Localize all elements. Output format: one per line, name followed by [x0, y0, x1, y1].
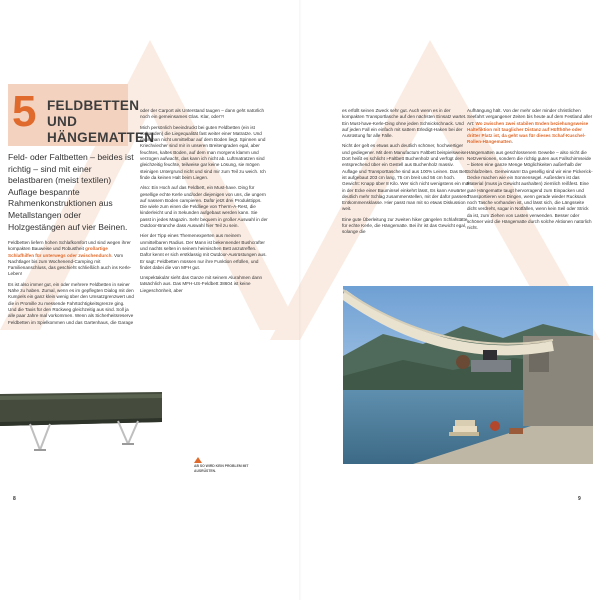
paragraph: Eine gute Überleitung zur zweiten hiker gängelen Schlafstätte für echte Kerle, die Hängematte. Bei ihr ist das Gewicht egal, solange die [342, 216, 468, 235]
text-column-4 [467, 108, 593, 236]
paragraph: Also: Ein Hoch auf das Feldbett, ein Must-have. Ding für gesellige echte Kerle und/oder diejenigen von uns, die ungern auf nassem Boden campieren. Dafür jetzt drei Produkttipps. Die wiele zum einen die Feldliege von Therm-A-Rest, die kinderleicht und in Sekunden aufgebaut werden kann. Sie passt in jedes Magazin. Sehr bequem in großer Auswahl in der Outdoor-Branche dass Auswahl hier Teil zu sein. [140, 185, 268, 229]
text-run: Aufhängung hält. Von der mehr oder minder christlichen Seefahrt vergangener Zeiten bis heute auf dem Festland aller Art: [467, 108, 593, 126]
chapter-title-line1: FELDBETTEN UND [47, 98, 140, 129]
text-column-3 [342, 108, 470, 240]
chapter-number: 5 [12, 87, 37, 136]
text-column-2 [140, 108, 268, 298]
paragraph: Nicht der gelt es etwas auch deutlich schöner, hochwertiger und gediegener. Mit dem Manufactum Faltbett beispielsweise. Dort heißt es schlicht »Faltbett Buchenholz und verfügt dem entsprechend über ein Gestell aus Buchenholz massiv. Auflage und Transporttasche sind aus 100% Leinen. Das Bett ist aufgebaut 203 cm lang, 75 cm breit und 56 cm hoch. Gewicht: Knapp über 8 Kilo. Wer sich nicht wenigstens ein mal in der Ecke einer Bauminsel einkehrt lässt, Es kann Anwärter deutlich mehr Schlag zusammenstellen, mit der dafür passend Entkommensklasse. Hier passt man mit so etwas Diskussion weit. [342, 143, 470, 212]
chapter-title-line2: HÄNGEMATTEN [47, 130, 155, 145]
paragraph: Es ist also immer gut, ein oder mehrere Feldbetten in seiner Nähe zu haben. Zumal, wenn es im gepflegten Dialog mit den Kumpels ein ganz klein wenig über den Umsatzgrenzwert und die in Promille zu messende Fahrtüchtigkeitsgrenze ging. Und die Taxis für den Rückweg gleichzeitig aus sind. Soll ja alle paar Jahre mal vorkommen. Wenn als Sicherheitsreserve Feldbetten im Spielkommen und das Gartenhaus, die Garage [8, 281, 134, 325]
highlight-text: Wo zwischen zwei stabilen Enden beziehungsweise Haltefiktion mit tauglicher Distanz auf Hüfthöhe oder dritter Platz ist, da geht was für dieses Schaf-Kuschel-Rollen-Hängematten [467, 120, 589, 145]
paragraph: Unspektakulär sieht das Ganze mit seinem Alurahmen dann tatsächlich aus. Das MFH-US-Feldbett 38604 ist keine Liegeschönheit, aber [140, 275, 263, 293]
text-run: Feldbetten liefern hohen Schlafkomfort und sind wegen ihrer kompakten Bauweise und Robustheit [8, 240, 131, 252]
paragraph: Hängematten aus geschlossenem Gewebe – also nicht die Netzversionen, sondern die richtig guten aus Fallschirmseide – bieten eine ganze Menge Möglichkeiten außerhalb der Schlafzeiten. Gemeinsam! Da gesellig sind wir eine Pickerick-Decke machen wie ein Sonnensegel. Außerdem ist das Material (muss ja Gewicht aushalten) ziemlich reißfest. Eine gute Hängematte taugt hervorragend zum Einpacken und Transportieren von Dingen, wenn gerade wieder Rucksack noch Tasche vorhanden ist, und lässt sich, die Längsseite dicht verdreht, sogar in Notfällen, wenn kein Seil oder Strick da ist, zum Ziehen von Lasten verwenden. Besser oder schöner wird die Hängematte durch solche Aktionen natürlich nicht. [467, 149, 593, 231]
text-run: . [511, 139, 513, 145]
paragraph [467, 108, 593, 146]
intro-paragraph: Feld- oder Faltbetten – beides ist richtig – sind mit einer belastbaren (meist textilen) Auflage bespannte Rahmenkonstruktionen aus Metallstangen oder Holzgestängen auf vier Beinen. [8, 152, 134, 232]
paragraph: es erfüllt seinen Zweck sehr gut. Auch wenn es in der kompakten Transportlasche auf den nächsten Einsatz wartet. Ein Must-have-Kerle-Ding ohne jeden Schnickschnack. Und auf jeden Fall ein einfach mit sattem Erledigt-Haken bei der Ausrüstung für alle Fälle. [342, 108, 467, 139]
paragraph: Mich persönlich beeindruckt bei guten Feldbetten (ein ist vorhanden) die Liegequalität fast weiter einer Matratze. Und dass man nicht unmittelbar auf dem Boden liegt. Spinnen und Kriechviecher sind mir in unseren Breitengraden egal, aber feuchtes, kaltes Boden, auf dem man morgens klamm und verzogen aufwacht, das kann ich nicht ab. Luftmatratzen sind gleichzeitig feuchte, teilweise gar keine Lösung, sie mögen steinigen Untergrund nicht und sind mir zum Teil zu weich. Ich finde da keinen Halt beim Liegen. [140, 124, 266, 180]
text-run: . Vom Nachtlager bis zum Wochenend-Camping mit Familienanschluss, das geschieht schließlich auch ins Kerle-Leben! [8, 252, 132, 277]
hammock-lake-photo [343, 286, 593, 464]
page-gutter [299, 0, 302, 600]
text-column-1 [8, 240, 134, 330]
paragraph [8, 240, 134, 278]
chapter-title [47, 98, 155, 146]
paragraph: Hier der Tipp eines Themenexperten aus meinem unmittelbaren Radius. Der Mann ist bekennender Bushcrafter und nachts selten in seinem heimischen Bett anzutreffen. Dafür kennt er sich erstklassig mit Outdoor-Ausrüstungen aus. Er sagt: Feldbetten müssen nur ihre Funktion erfüllen, und findet dabei die von MFH gut. [140, 233, 267, 270]
page-number-left: 8 [13, 496, 16, 502]
page-number-right: 9 [578, 496, 581, 502]
highlight-text: großartige Schlafhilfen für unterwegs oder zwischendurch [8, 246, 112, 258]
image-caption: AB SO WIRD KEIN PROBLEM MIT AUSRÜSTEN. [194, 464, 249, 473]
paragraph: oder der Carport als Unterstand taugen – dann geht natürlich noch ein gemeinsames Glas. Klar, oder?! [140, 108, 265, 120]
field-cot-image [0, 388, 162, 460]
caption-arrow-icon [194, 457, 202, 463]
